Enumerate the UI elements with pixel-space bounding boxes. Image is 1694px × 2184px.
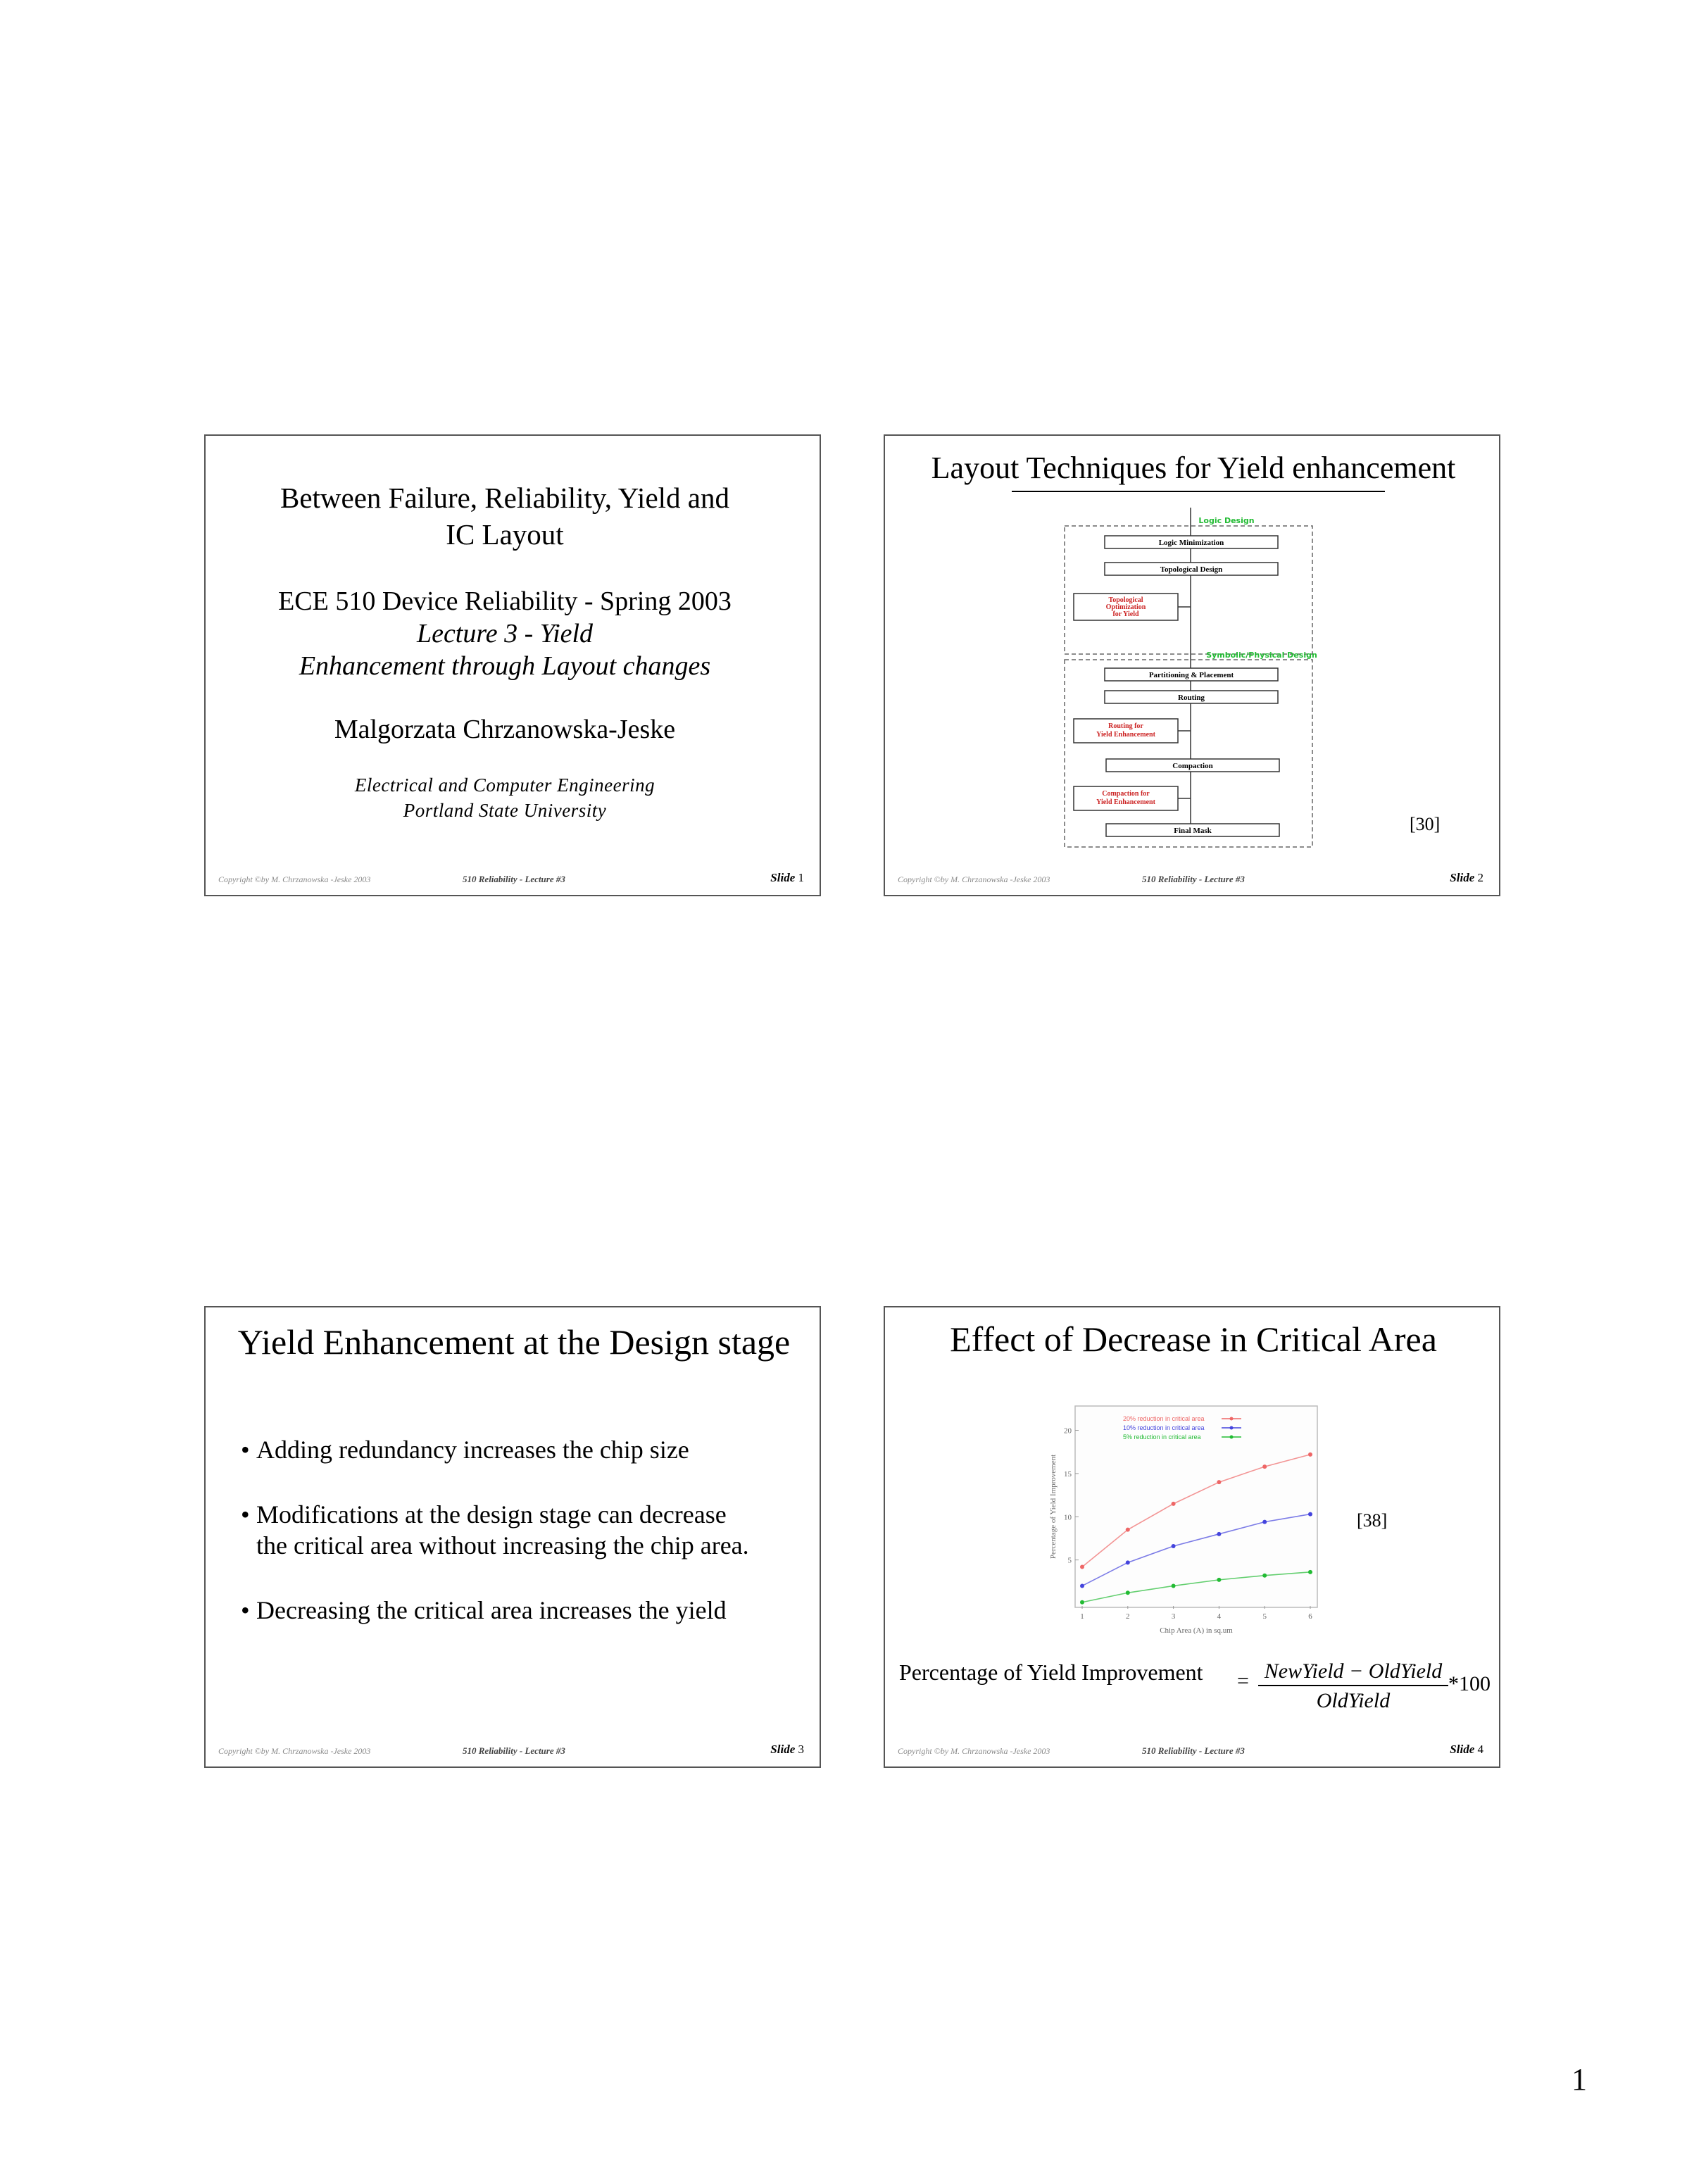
x-tick-label: 4: [1217, 1612, 1222, 1621]
data-point: [1262, 1520, 1267, 1524]
physical-design-group: [1065, 660, 1312, 847]
footer-copyright: Copyright ©by M. Chrzanowska -Jeske 2003: [898, 1746, 1050, 1756]
course-line: ECE 510 Device Reliability - Spring 2003: [278, 586, 732, 616]
slide-4: [884, 1306, 1500, 1768]
slide-footer: [206, 1740, 820, 1757]
footer-copyright: Copyright ©by M. Chrzanowska -Jeske 2003: [218, 1746, 371, 1756]
compaction-yield-line-1: Compaction for: [1102, 790, 1150, 798]
footer-course: 510 Reliability - Lecture #3: [1142, 1745, 1245, 1756]
data-point: [1126, 1560, 1130, 1564]
footer-slide-number: [1450, 871, 1483, 885]
formula-multiplier: *100: [1448, 1672, 1491, 1695]
data-point: [1262, 1464, 1267, 1469]
routing-yield-line-1: Routing for: [1108, 722, 1143, 730]
topo-opt-line-1: Topological: [1108, 596, 1143, 604]
formula-label: Percentage of Yield Improvement: [899, 1659, 1203, 1685]
data-point: [1308, 1512, 1312, 1517]
department: Electrical and Computer Engineering: [354, 774, 655, 796]
topological-design-label: Topological Design: [1160, 565, 1223, 574]
lecture-line: Lecture 3 - Yield: [416, 619, 594, 648]
logic-minimization-label: Logic Minimization: [1158, 539, 1224, 547]
footer-course: 510 Reliability - Lecture #3: [463, 1745, 565, 1756]
bullet-text: Decreasing the critical area increases the yield: [256, 1596, 727, 1624]
data-point: [1172, 1502, 1176, 1506]
partitioning-label: Partitioning & Placement: [1148, 671, 1234, 679]
topo-opt-line-2: Optimization: [1105, 603, 1146, 611]
formula-fraction: [1258, 1659, 1448, 1713]
data-point: [1080, 1564, 1084, 1569]
slide-1-course-info: [234, 585, 776, 682]
bullet-list: [241, 1434, 749, 1659]
slide-number: 3: [798, 1743, 804, 1756]
slide-1-title: [234, 479, 776, 553]
slide-2: [884, 434, 1500, 896]
slide-3: [204, 1306, 821, 1768]
x-tick-label: 2: [1126, 1612, 1130, 1621]
compaction-yield-line-2: Yield Enhancement: [1096, 798, 1155, 806]
y-tick-label: 5: [1067, 1556, 1072, 1565]
title-line-2: IC Layout: [446, 518, 564, 551]
bullet-item: [241, 1595, 749, 1626]
formula-equals: =: [1237, 1669, 1249, 1693]
bullet-text: Adding redundancy increases the chip size: [256, 1436, 689, 1464]
physical-design-label: Symbolic/Physical Design: [1206, 651, 1317, 660]
legend-marker: [1230, 1436, 1234, 1439]
data-point: [1080, 1600, 1084, 1605]
legend-label: 5% reduction in critical area: [1123, 1433, 1201, 1441]
data-point: [1126, 1590, 1130, 1595]
logic-design-label: Logic Design: [1198, 516, 1255, 525]
slide-1: [204, 434, 821, 896]
bullet-item: [241, 1434, 749, 1465]
footer-slide-number: [770, 871, 804, 885]
slide-footer: [885, 1740, 1499, 1757]
affiliation: [234, 772, 776, 823]
footer-copyright: Copyright ©by M. Chrzanowska -Jeske 2003: [898, 874, 1050, 884]
final-mask-label: Final Mask: [1174, 827, 1212, 835]
data-point: [1262, 1574, 1267, 1578]
slide-footer: [885, 868, 1499, 885]
bullet-item: [241, 1499, 749, 1561]
slide-footer: [206, 868, 820, 885]
university: Portland State University: [403, 800, 607, 821]
legend-marker: [1230, 1417, 1234, 1421]
formula-numerator: NewYield − OldYield: [1258, 1659, 1448, 1686]
data-point: [1172, 1583, 1176, 1588]
slide-word: Slide: [770, 871, 796, 884]
topo-opt-line-3: for Yield: [1112, 610, 1139, 618]
routing-label: Routing: [1178, 694, 1205, 702]
data-point: [1172, 1544, 1176, 1548]
footer-slide-number: [1450, 1743, 1483, 1757]
slide-number: 2: [1477, 871, 1483, 884]
slide-4-title: Effect of Decrease in Critical Area: [950, 1319, 1437, 1359]
compaction-label: Compaction: [1172, 762, 1213, 770]
legend-label: 10% reduction in critical area: [1123, 1424, 1205, 1431]
data-point: [1080, 1583, 1084, 1588]
y-axis-label: Percentage of Yield Improvement: [1049, 1454, 1058, 1559]
slide-word: Slide: [1450, 1743, 1475, 1756]
author-name: Malgorzata Chrzanowska-Jeske: [334, 715, 676, 744]
title-line-1: Between Failure, Reliability, Yield and: [280, 482, 729, 514]
footer-copyright: Copyright ©by M. Chrzanowska -Jeske 2003: [218, 874, 371, 884]
reference-citation: [30]: [1410, 814, 1441, 834]
x-tick-label: 6: [1308, 1612, 1312, 1621]
slide-3-title: Yield Enhancement at the Design stage: [237, 1322, 791, 1362]
formula-denominator: OldYield: [1316, 1689, 1391, 1712]
legend-marker: [1230, 1426, 1234, 1430]
reference-citation: [38]: [1357, 1510, 1388, 1531]
x-tick-label: 5: [1262, 1612, 1267, 1621]
bullet-text-continued: the critical area without increasing the chip area.: [256, 1531, 749, 1559]
slide-number: 1: [798, 871, 804, 884]
page-number: 1: [1571, 2062, 1587, 2097]
bullet-text: • Modifications at the design stage can decrease: [256, 1500, 727, 1529]
lecture-subtitle: Enhancement through Layout changes: [299, 651, 711, 681]
x-tick-label: 3: [1171, 1612, 1176, 1621]
data-point: [1217, 1532, 1221, 1536]
x-tick-label: 1: [1080, 1612, 1084, 1621]
footer-course: 510 Reliability - Lecture #3: [463, 874, 565, 884]
legend-label: 20% reduction in critical area: [1123, 1415, 1205, 1422]
y-tick-label: 10: [1064, 1513, 1072, 1522]
slide-word: Slide: [1450, 871, 1475, 884]
x-axis-label: Chip Area (A) in sq.um: [1160, 1626, 1233, 1635]
data-point: [1308, 1452, 1312, 1457]
data-point: [1217, 1480, 1221, 1484]
y-tick-label: 20: [1064, 1426, 1072, 1436]
data-point: [1217, 1578, 1221, 1582]
data-point: [1126, 1528, 1130, 1532]
slide-2-title: Layout Techniques for Yield enhancement: [931, 451, 1456, 485]
data-point: [1308, 1570, 1312, 1574]
footer-course: 510 Reliability - Lecture #3: [1142, 874, 1245, 884]
slide-number: 4: [1477, 1743, 1483, 1756]
footer-slide-number: [770, 1743, 804, 1757]
slide-word: Slide: [770, 1743, 796, 1756]
y-tick-label: 15: [1064, 1469, 1072, 1479]
routing-yield-line-2: Yield Enhancement: [1096, 731, 1155, 739]
